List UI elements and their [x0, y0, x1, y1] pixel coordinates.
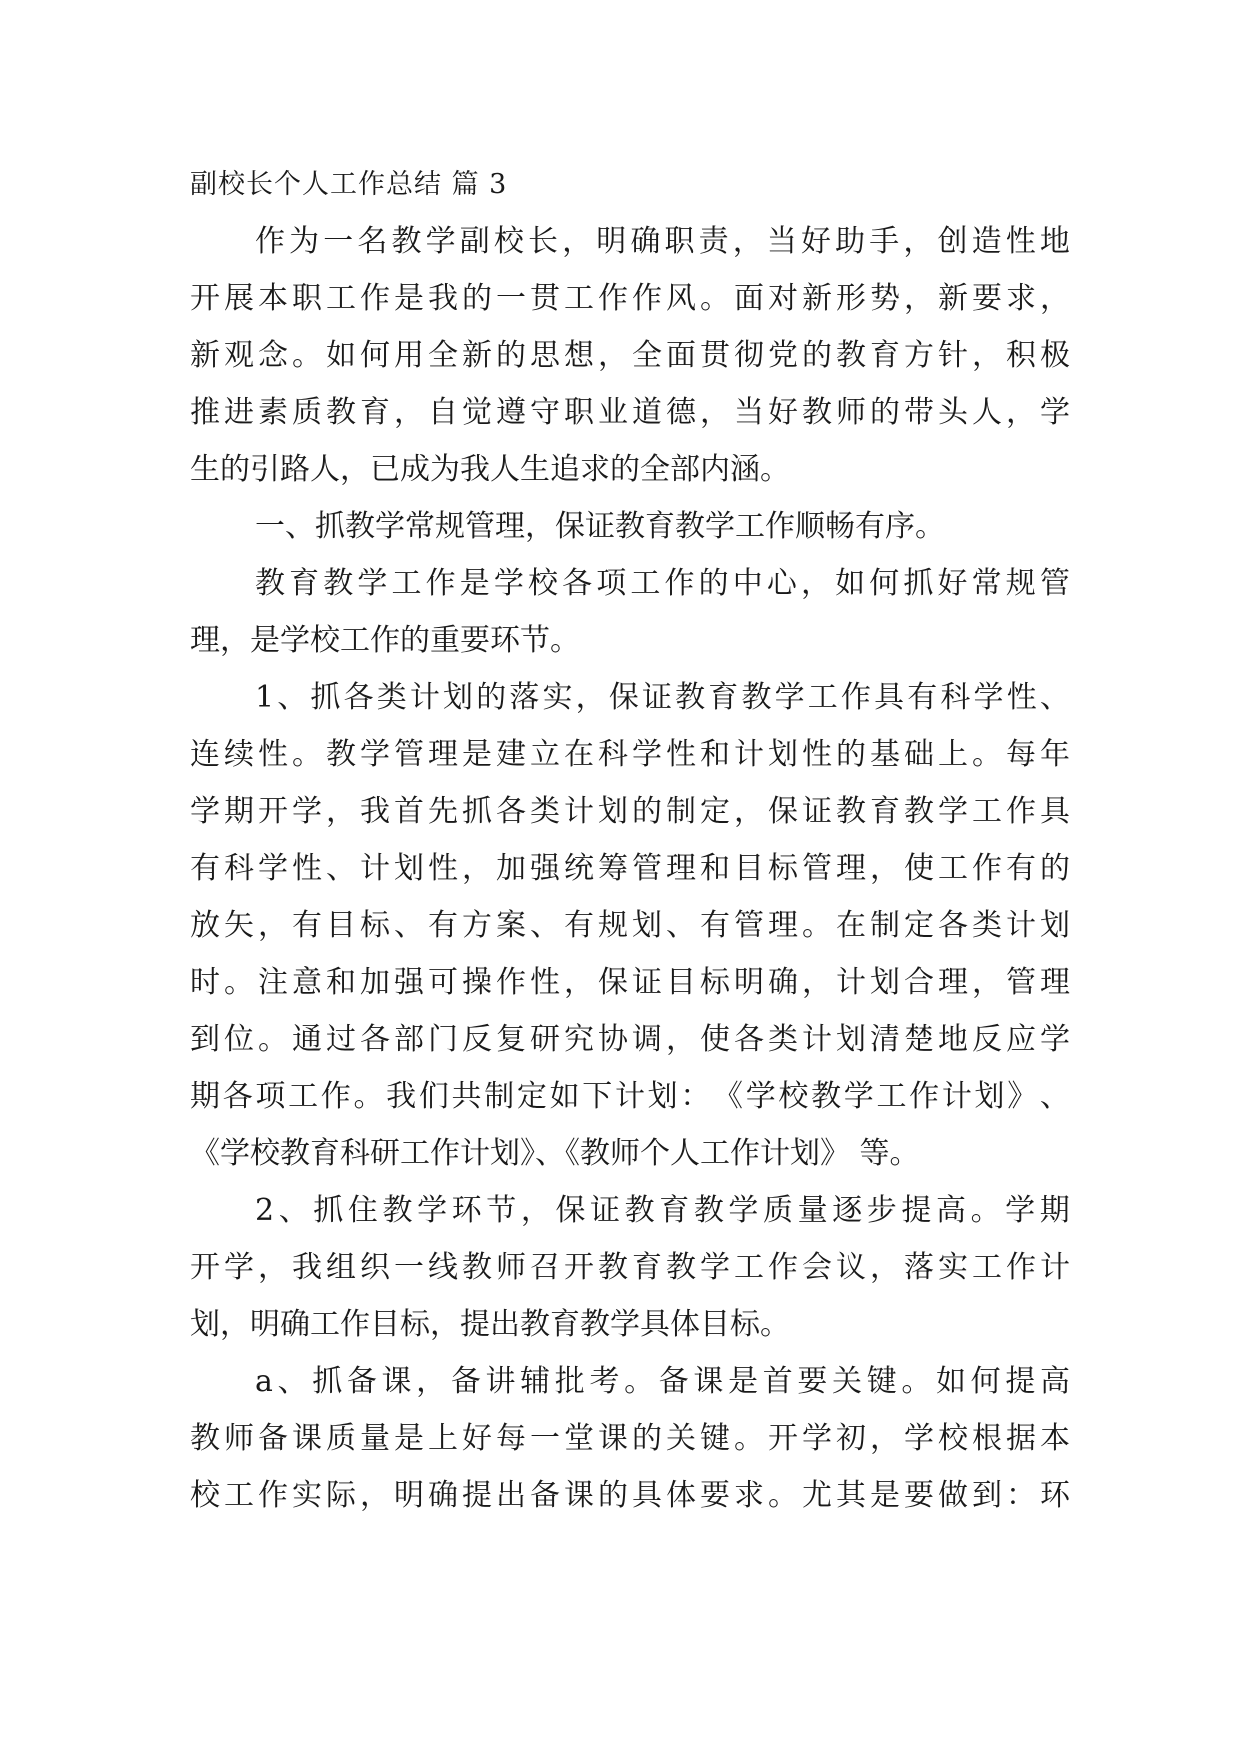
paragraph-line: 作 为 一 名 教 学 副 校 长 ， 明 确 职 责 ， 当 好 助 手 ， 创 造 性 地 — [255, 224, 1070, 259]
paragraph-line: 教 育 教 学 工 作 是 学 校 各 项 工 作 的 中 心 ， 如 何 抓 好 常 规 管 — [255, 566, 1070, 601]
paragraph-line: 学 期 开 学 ， 我 首 先 抓 各 类 计 划 的 制 定 ， 保 证 教 育 教 学 工 作 具 — [190, 794, 1070, 829]
paragraph-line: 1 、 抓 各 类 计 划 的 落 实 ， 保 证 教 育 教 学 工 作 具 有 科 学 性 、 — [255, 680, 1070, 715]
paragraph-line: 生的引路人，已成为我人生追求的全部内涵。 — [190, 452, 790, 487]
paragraph-line: 划，明确工作目标，提出教育教学具体目标。 — [190, 1307, 790, 1342]
paragraph-line: 期 各 项 工 作 。 我 们 共 制 定 如 下 计 划 ： 《 学 校 教 学 工 作 计 划 》 、 — [190, 1079, 1070, 1114]
paragraph-line: 新 观 念 。 如 何 用 全 新 的 思 想 ， 全 面 贯 彻 党 的 教 育 方 针 ， 积 极 — [190, 338, 1070, 373]
section-heading: 一、抓教学常规管理，保证教育教学工作顺畅有序。 — [255, 509, 945, 544]
paragraph-line: 《学校教育科研工作计划》、《教师个人工作计划》 等。 — [190, 1136, 920, 1171]
paragraph-line: 有 科 学 性 、 计 划 性 ， 加 强 统 筹 管 理 和 目 标 管 理 ， 使 工 作 有 的 — [190, 851, 1070, 886]
paragraph-line: 理，是学校工作的重要环节。 — [190, 623, 580, 658]
paragraph-line: 放 矢 ， 有 目 标 、 有 方 案 、 有 规 划 、 有 管 理 。 在 制 定 各 类 计 划 — [190, 908, 1070, 943]
paragraph-line: a 、 抓 备 课 ， 备 讲 辅 批 考 。 备 课 是 首 要 关 键 。 如 何 提 高 — [255, 1364, 1070, 1399]
document-title: 副校长个人工作总结 篇 3 — [190, 169, 508, 200]
paragraph-line: 开 展 本 职 工 作 是 我 的 一 贯 工 作 作 风 。 面 对 新 形 势 ， 新 要 求 ， — [190, 281, 1070, 316]
paragraph-line: 开 学 ， 我 组 织 一 线 教 师 召 开 教 育 教 学 工 作 会 议 ， 落 实 工 作 计 — [190, 1250, 1070, 1285]
paragraph-line: 校 工 作 实 际 ， 明 确 提 出 备 课 的 具 体 要 求 。 尤 其 是 要 做 到 ： 环 — [190, 1478, 1070, 1513]
paragraph-line: 连 续 性 。 教 学 管 理 是 建 立 在 科 学 性 和 计 划 性 的 基 础 上 。 每 年 — [190, 737, 1070, 772]
paragraph-line: 教 师 备 课 质 量 是 上 好 每 一 堂 课 的 关 键 。 开 学 初 ， 学 校 根 据 本 — [190, 1421, 1070, 1456]
paragraph-line: 2 、 抓 住 教 学 环 节 ， 保 证 教 育 教 学 质 量 逐 步 提 高 。 学 期 — [255, 1193, 1070, 1228]
paragraph-line: 到 位 。 通 过 各 部 门 反 复 研 究 协 调 ， 使 各 类 计 划 清 楚 地 反 应 学 — [190, 1022, 1070, 1057]
paragraph-line: 时 。 注 意 和 加 强 可 操 作 性 ， 保 证 目 标 明 确 ， 计 划 合 理 ， 管 理 — [190, 965, 1070, 1000]
paragraph-line: 推 进 素 质 教 育 ， 自 觉 遵 守 职 业 道 德 ， 当 好 教 师 的 带 头 人 ， 学 — [190, 395, 1070, 430]
